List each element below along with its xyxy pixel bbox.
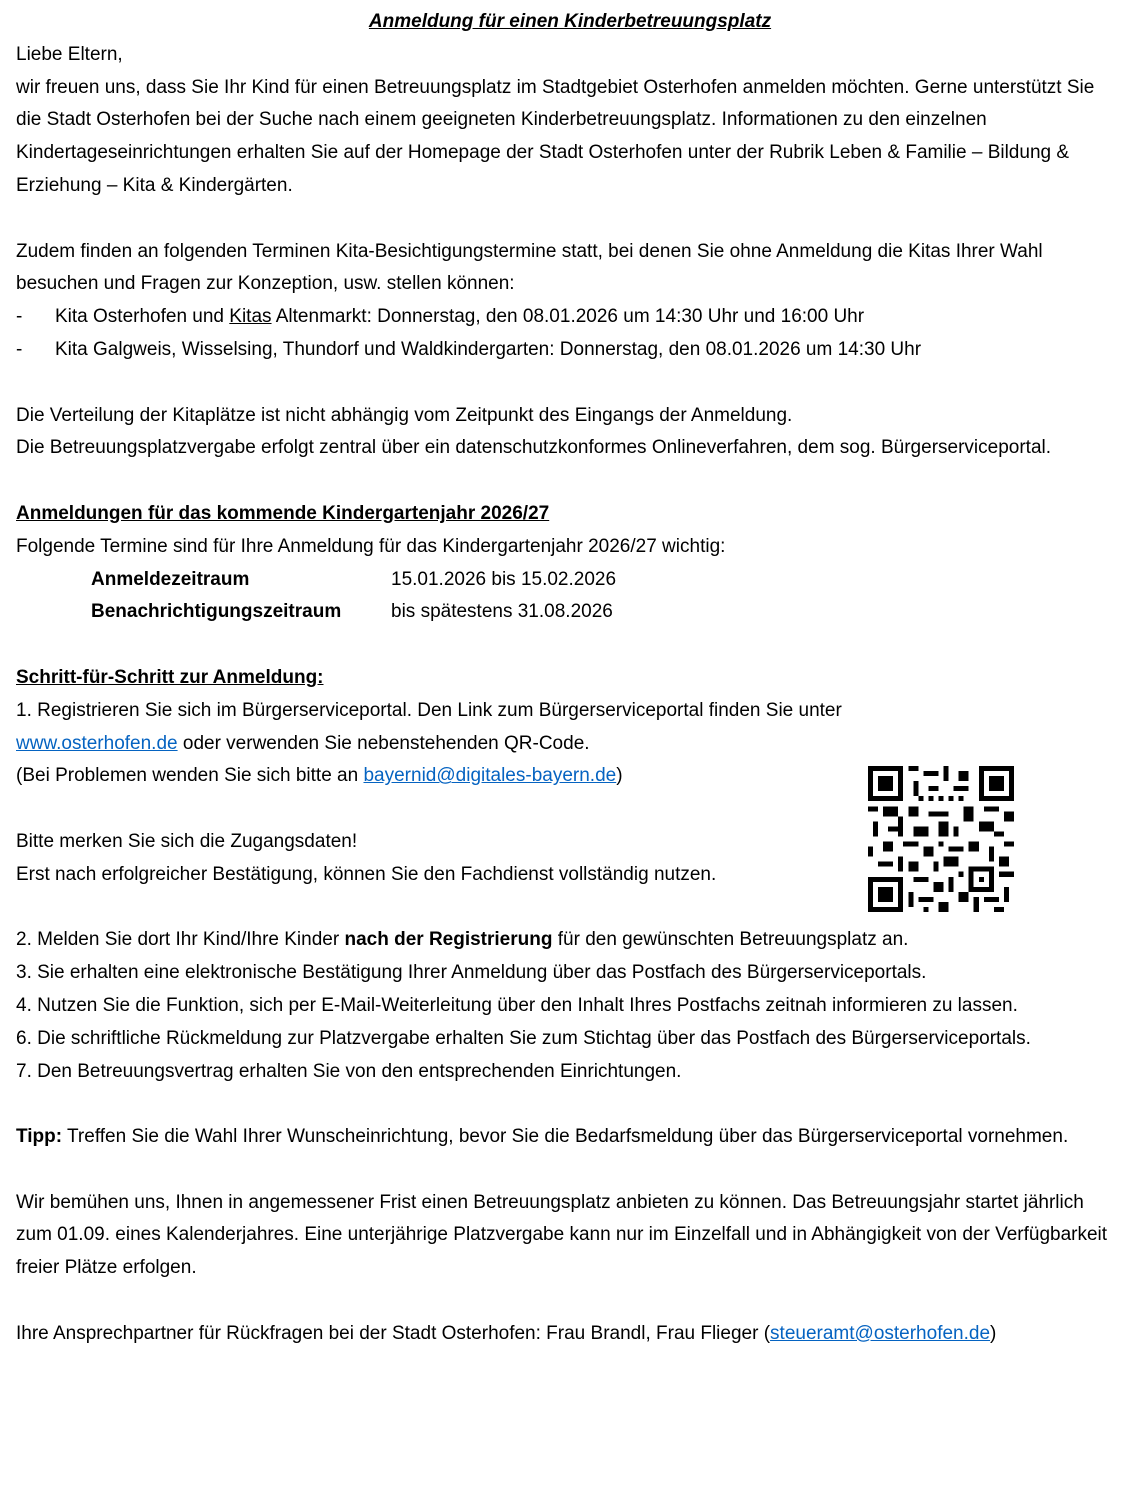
- bayernid-email-link[interactable]: bayernid@digitales-bayern.de: [363, 765, 617, 787]
- registration-heading: Anmeldungen für das kommende Kindergartenjahr 2026/27: [16, 502, 550, 524]
- step-7: 7. Den Betreuungsvertrag erhalten Sie von den entsprechenden Einrichtungen.: [16, 1060, 682, 1082]
- step-1-cont: www.osterhofen.de oder verwenden Sie nebenstehenden QR-Code.: [16, 732, 590, 754]
- step-2: 2. Melden Sie dort Ihr Kind/Ihre Kinder nach der Registrierung für den gewünschten Betreuungsplatz an.: [16, 929, 909, 951]
- page-title: Anmeldung für einen Kinderbetreuungsplatz: [368, 11, 772, 32]
- registration-intro: Folgende Termine sind für Ihre Anmeldung für das Kindergartenjahr 2026/27 wichtig:: [16, 535, 726, 557]
- registration-period-value: 15.01.2026 bis 15.02.2026: [391, 568, 617, 590]
- step-1: 1. Registrieren Sie sich im Bürgerserviceportal. Den Link zum Bürgerserviceportal finden Sie unter: [16, 699, 842, 721]
- registration-dates: [16, 564, 1124, 630]
- notification-period-row: [91, 596, 1124, 629]
- remember-line: Bitte merken Sie sich die Zugangsdaten!: [16, 830, 358, 852]
- visit-bullet-1: - Kita Osterhofen und Kitas Altenmarkt: Donnerstag, den 08.01.2026 um 14:30 Uhr und 16:00 Uhr: [16, 306, 865, 328]
- contact-email-link[interactable]: steueramt@osterhofen.de: [770, 1322, 991, 1344]
- confirm-line: Erst nach erfolgreicher Bestätigung, können Sie den Fachdienst vollständig nutzen.: [16, 863, 717, 885]
- notification-period-label: Benachrichtigungszeitraum: [91, 601, 342, 623]
- tip-paragraph: Tipp: Treffen Sie die Wahl Ihrer Wunscheinrichtung, bevor Sie die Bedarfsmeldung über das Bürgerserviceportal vornehmen.: [16, 1126, 1069, 1148]
- registration-period-row: [91, 564, 1124, 597]
- visit-bullet-2: - Kita Galgweis, Wisselsing, Thundorf und Waldkindergarten: Donnerstag, den 08.01.2026 um 14:30 Uhr: [16, 338, 922, 360]
- tip-label: Tipp:: [16, 1126, 63, 1148]
- qr-code-icon[interactable]: [868, 766, 1014, 912]
- distribution-line-2: Die Betreuungsplatzvergabe erfolgt zentral über ein datenschutzkonformes Onlineverfahren, dem sog. Bürgerserviceportal.: [16, 437, 1052, 459]
- contact-line: Ihre Ansprechpartner für Rückfragen bei der Stadt Osterhofen: Frau Brandl, Frau Flieger (steueramt@osterhofen.de): [16, 1322, 997, 1344]
- problems-line: (Bei Problemen wenden Sie sich bitte an bayernid@digitales-bayern.de): [16, 765, 623, 787]
- step-3: 3. Sie erhalten eine elektronische Bestätigung Ihrer Anmeldung über das Postfach des Bürgerserviceportals.: [16, 962, 927, 984]
- notification-period-value: bis spätestens 31.08.2026: [391, 601, 613, 623]
- step-6: 6. Die schriftliche Rückmeldung zur Platzvergabe erhalten Sie zum Stichtag über das Postfach des Bürgerserviceportals.: [16, 1027, 1031, 1049]
- visits-paragraph: Zudem finden an folgenden Terminen Kita-Besichtigungstermine statt, bei denen Sie ohne Anmeldung die Kitas Ihrer Wahl besuchen und Fragen zur Konzeption, usw. stellen können:: [16, 240, 1043, 295]
- step-4: 4. Nutzen Sie die Funktion, sich per E-Mail-Weiterleitung über den Inhalt Ihres Postfachs zeitnah informieren zu lassen.: [16, 994, 1018, 1016]
- intro-paragraph: wir freuen uns, dass Sie Ihr Kind für einen Betreuungsplatz im Stadtgebiet Osterhofen anmelden möchten. Gerne unterstützt Sie die Stadt Osterhofen bei der Suche nach einem geeigneten Kinderbetreuungsplatz. Informationen zu den einzelnen Kindertageseinrichtungen erhalten Sie auf der Homepage der Stadt Osterhofen unter der Rubrik Leben & Familie – Bildung & Erziehung – Kita & Kindergärten.: [16, 76, 1095, 196]
- registration-period-label: Anmeldezeitraum: [91, 568, 250, 590]
- steps-heading: Schritt-für-Schritt zur Anmeldung:: [16, 666, 324, 688]
- greeting: Liebe Eltern,: [16, 43, 123, 65]
- distribution-line-1: Die Verteilung der Kitaplätze ist nicht abhängig vom Zeitpunkt des Eingangs der Anmeldung.: [16, 404, 793, 426]
- website-link[interactable]: www.osterhofen.de: [16, 732, 178, 754]
- document-page: [16, 6, 1124, 1351]
- closing-paragraph: Wir bemühen uns, Ihnen in angemessener Frist einen Betreuungsplatz anbieten zu können. Das Betreuungsjahr startet jährlich zum 01.09. eines Kalenderjahres. Eine unterjährige Platzvergabe kann nur im Einzelfall und in Abhängigkeit von der Verfügbarkeit freier Plätze erfolgen.: [16, 1191, 1108, 1279]
